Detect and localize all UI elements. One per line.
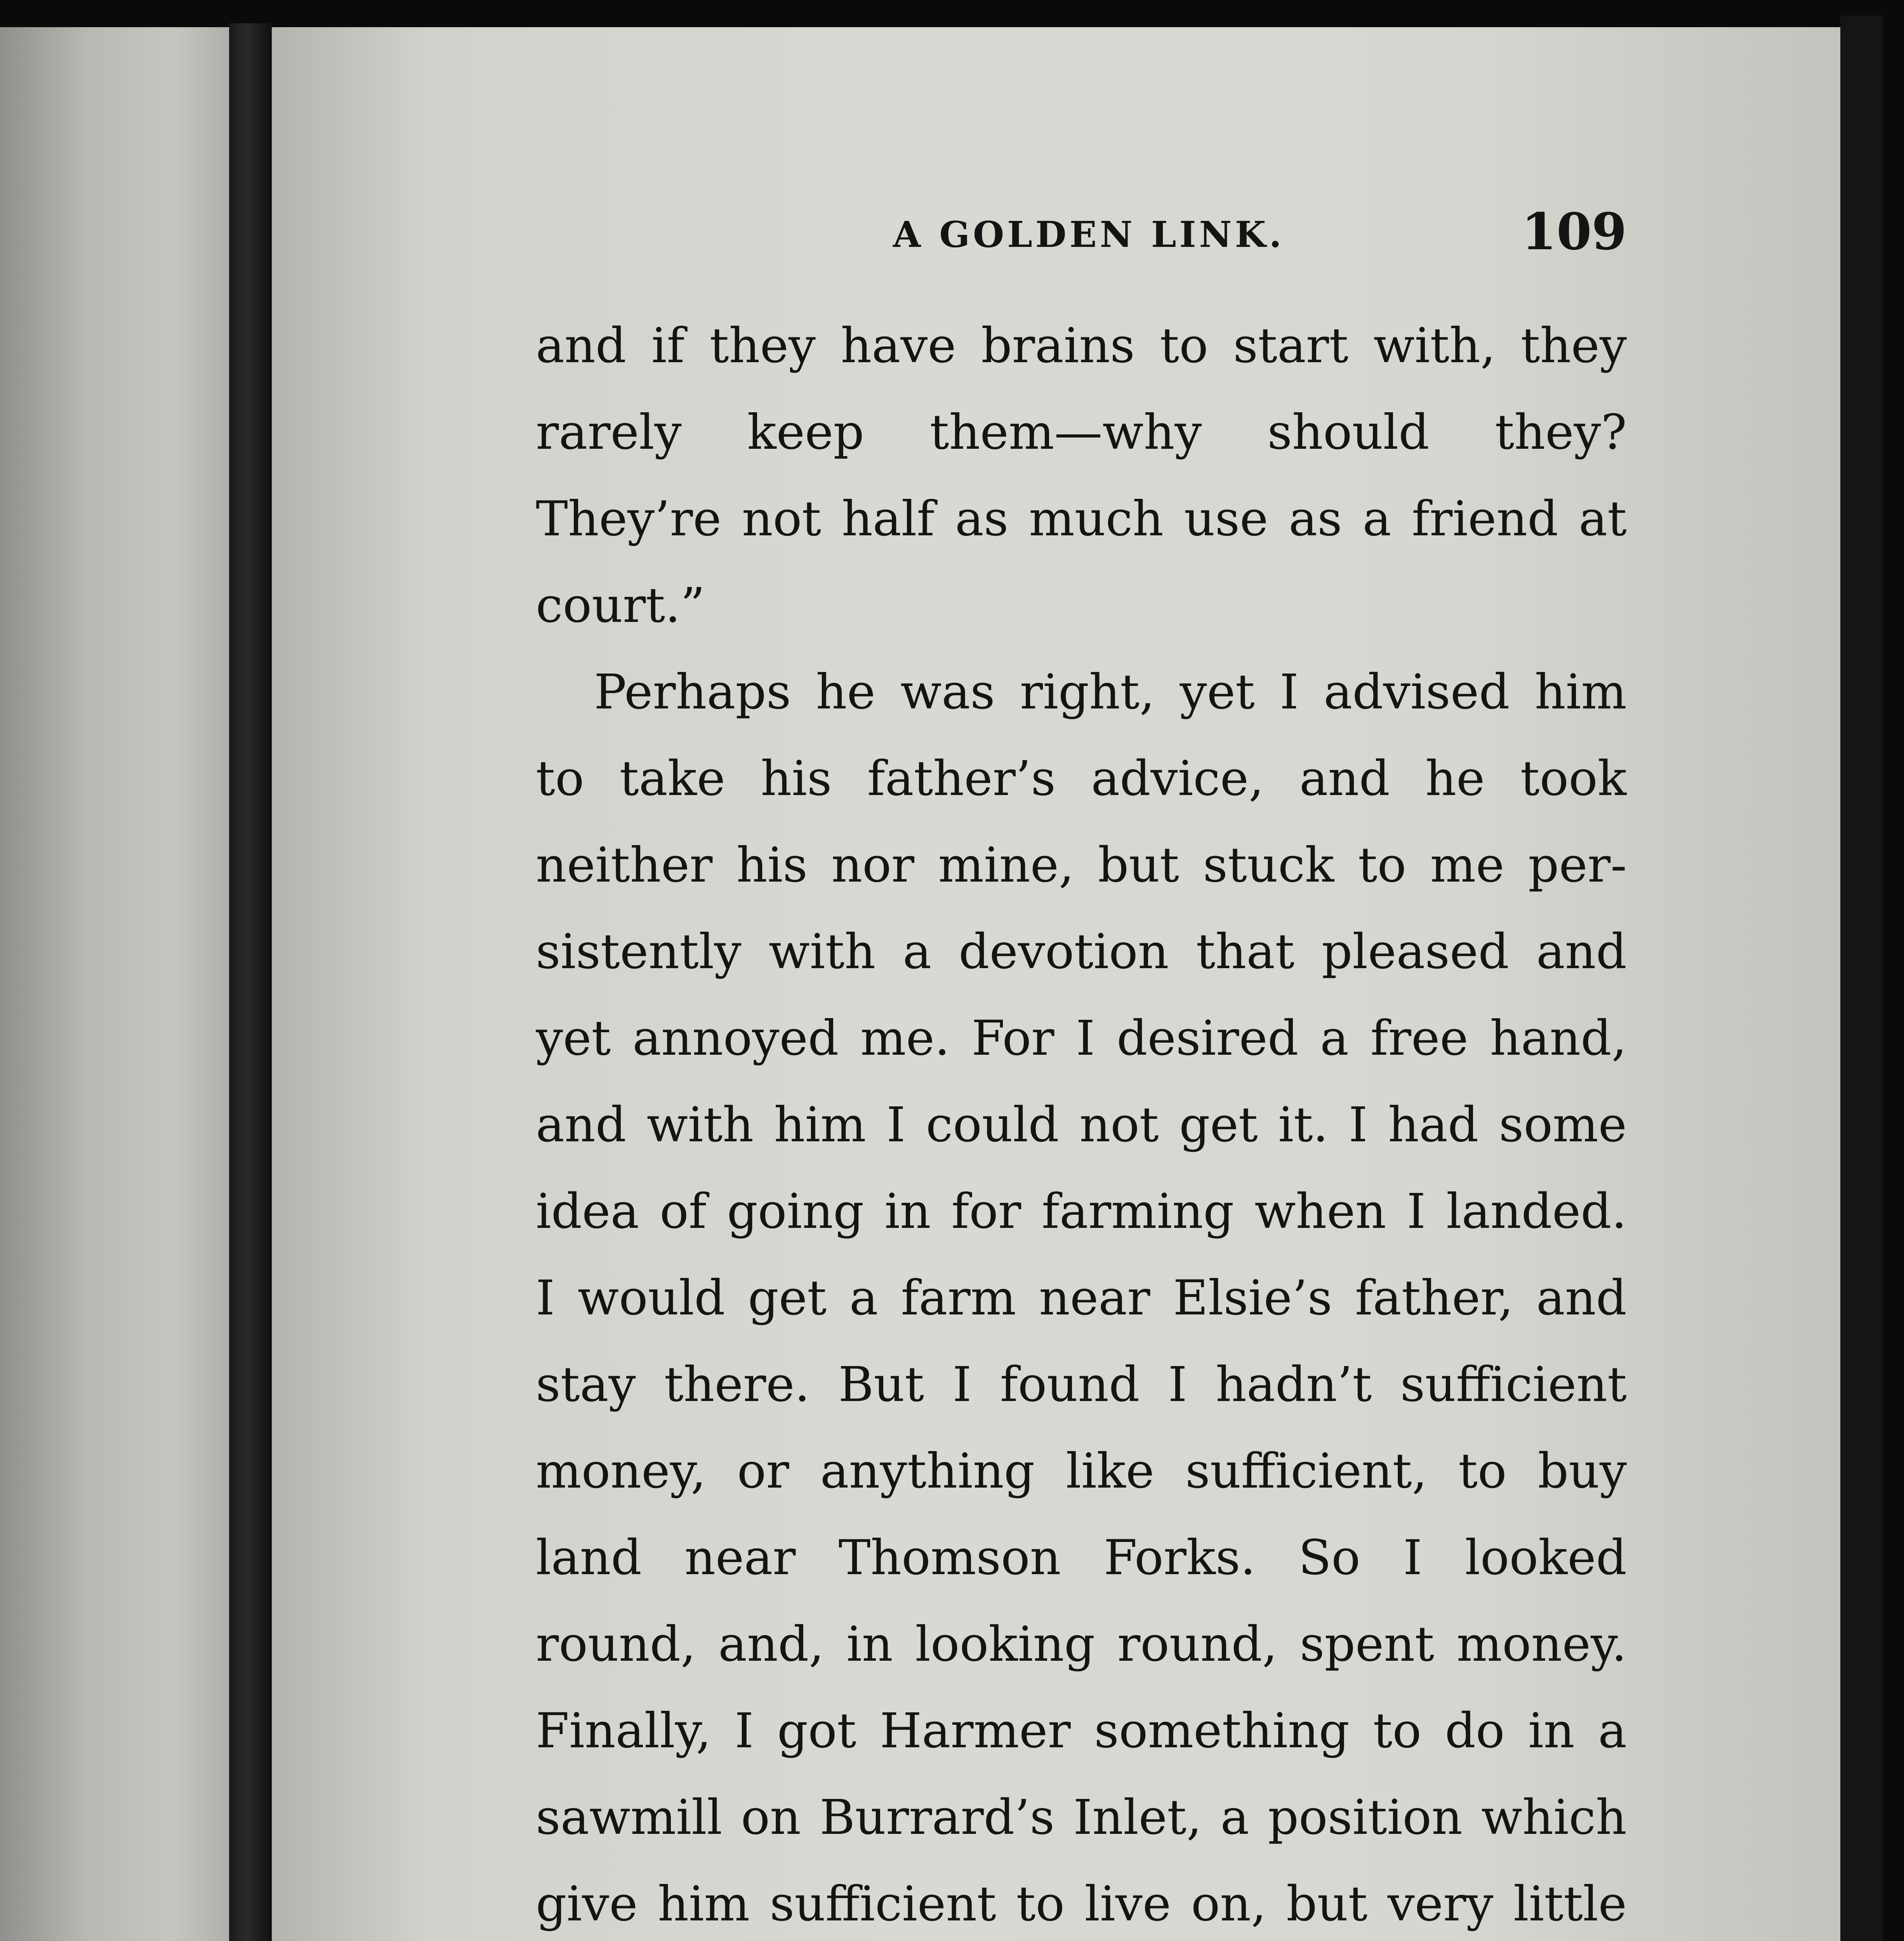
text-line: yet annoyed me. For I desired a free hand,: [536, 1010, 1627, 1066]
text-line: round, and, in looking round, spent money.: [536, 1616, 1627, 1672]
text-line: neither his nor mine, but stuck to me per-: [536, 837, 1627, 893]
text-line: I would get a farm near Elsie’s father, and: [536, 1270, 1627, 1326]
text-line: to take his father’s advice, and he took: [536, 751, 1627, 807]
scan-border: [1840, 16, 1883, 1941]
text-line: give him sufficient to live on, but very little: [536, 1876, 1627, 1932]
text-line: and with him I could not get it. I had some: [536, 1097, 1627, 1153]
text-line: Finally, I got Harmer something to do in a: [536, 1703, 1627, 1759]
book-gutter: [229, 23, 272, 1941]
text-line: idea of going in for farming when I landed.: [536, 1184, 1627, 1240]
page-header: [536, 202, 1627, 280]
running-title: A GOLDEN LINK.: [893, 214, 1285, 255]
text-line: and if they have brains to start with, they: [536, 318, 1627, 374]
page-number: 109: [1521, 202, 1627, 261]
facing-page-edge: [0, 27, 248, 1941]
text-line: They’re not half as much use as a friend at: [536, 491, 1627, 547]
text-line: stay there. But I found I hadn’t sufficient: [536, 1357, 1627, 1413]
text-line: money, or anything like sufficient, to buy: [536, 1443, 1627, 1499]
text-line: sistently with a devotion that pleased and: [536, 924, 1627, 980]
text-line: court.”: [536, 578, 705, 634]
text-line: sawmill on Burrard’s Inlet, a position which: [536, 1790, 1627, 1846]
text-line: Perhaps he was right, yet I advised him: [594, 664, 1627, 720]
body-text: [536, 303, 1627, 1941]
text-line: land near Thomson Forks. So I looked: [536, 1530, 1627, 1586]
text-line: rarely keep them—why should they?: [536, 405, 1627, 460]
